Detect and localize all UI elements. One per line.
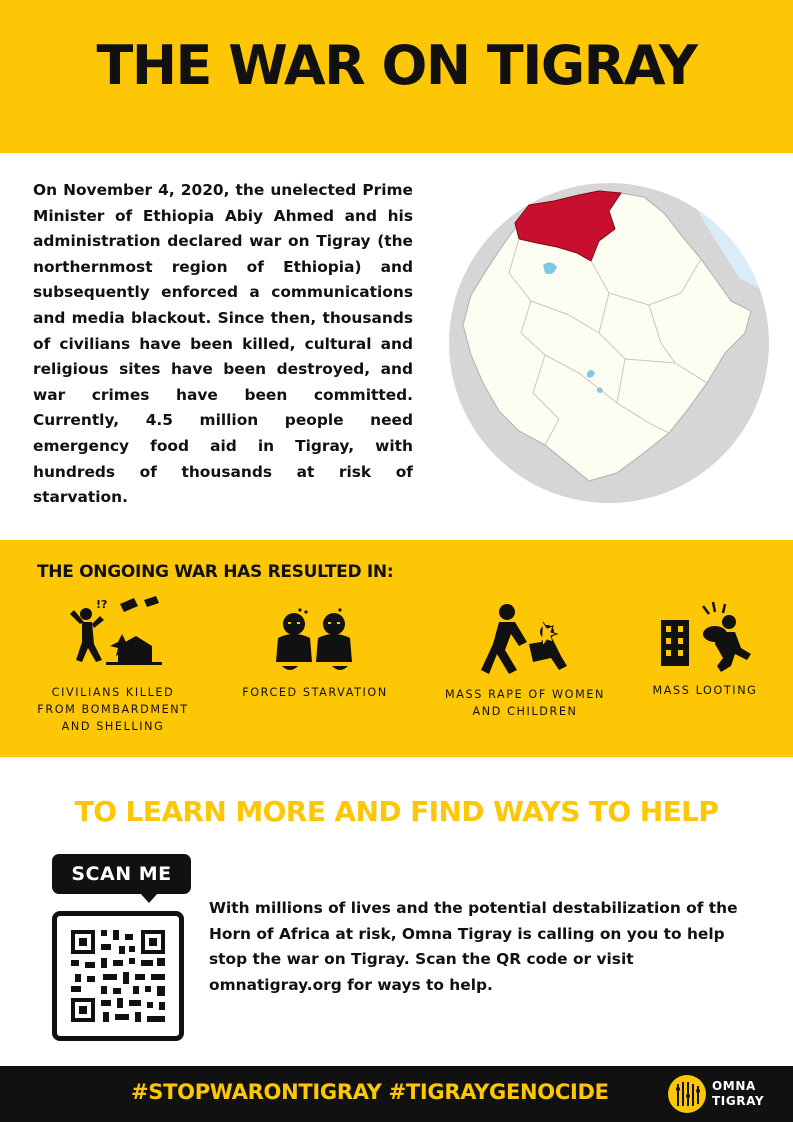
impact-label-line: FROM BOMBARDMENT [37,703,189,716]
assault-icon [475,598,575,678]
scan-me-pointer [140,893,158,903]
omna-tigray-logo-icon [667,1074,707,1114]
impact-item-starvation [225,602,405,701]
impact-item-assault [430,598,620,720]
impact-label-line: MASS RAPE OF WOMEN [445,688,605,701]
impact-label-line: AND CHILDREN [472,705,578,718]
footer-hashtags: #STOPWARONTIGRAY #TIGRAYGENOCIDE [131,1080,609,1104]
looting-icon [655,600,755,674]
impact-item-bombardment [18,596,208,735]
header-banner [0,0,793,153]
svg-text:!?: !? [96,598,108,611]
bombardment-icon [58,596,168,676]
scan-me-badge: SCAN ME [52,854,191,894]
footer-brand [712,1079,764,1109]
starvation-icon [260,602,370,676]
footer-bar [0,1066,793,1122]
impact-label-line: MASS LOOTING [652,684,758,697]
impact-label-looting [630,682,780,699]
qr-code-icon [57,916,179,1036]
impacts-heading: THE ONGOING WAR HAS RESULTED IN: [37,562,394,582]
page-title: THE WAR ON TIGRAY [96,34,697,97]
impact-label-starvation [225,684,405,701]
impact-band [0,540,793,757]
map-icon [449,183,769,503]
help-paragraph: With millions of lives and the potential destabilization of the Horn of Africa at risk, Omna Tigray is calling on you to help stop the war on Tigray. Scan the QR code or visit omnatigray.org for ways to help. [209,899,738,994]
impact-item-looting [630,600,780,699]
impact-label-assault [430,686,620,720]
intro-paragraph: On November 4, 2020, the unelected Prime Minister of Ethiopia Abiy Ahmed and his administration declared war on Tigray (the northernmost region of Ethiopia) and subsequently enforced a communications and media blackout. Since then, thousands of civilians have been killed, cultural and religious sites have been destroyed, and war crimes have been committed. Currently, 4.5 million people need emergency food aid in Tigray, with hundreds of thousands at risk of starvation. [33,181,413,507]
impact-label-line: FORCED STARVATION [242,686,388,699]
brand-line: OMNA [712,1079,756,1093]
brand-line: TIGRAY [712,1094,765,1108]
ethiopia-map [449,183,769,503]
qr-code[interactable] [52,911,184,1041]
impact-label-bombardment [18,684,208,735]
learn-more-title: TO LEARN MORE AND FIND WAYS TO HELP [74,795,719,828]
impact-label-line: AND SHELLING [61,720,165,733]
impact-label-line: CIVILIANS KILLED [51,686,175,699]
